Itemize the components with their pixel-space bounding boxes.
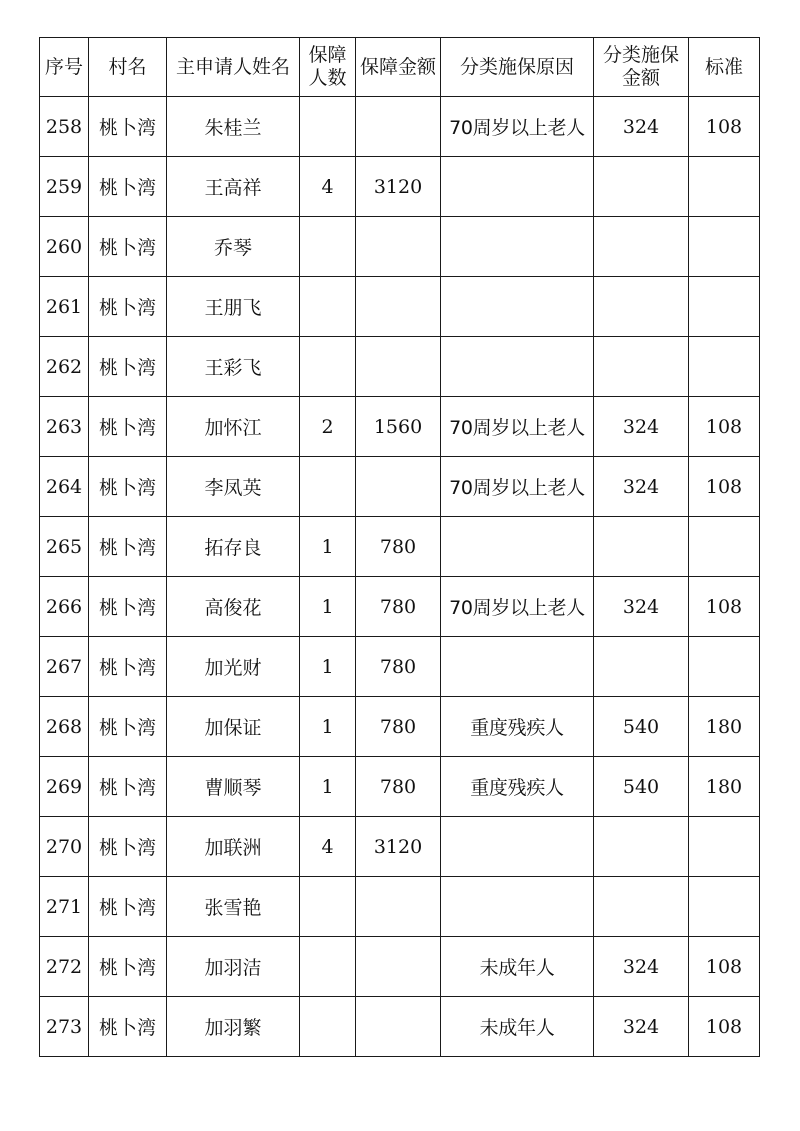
cell-standard bbox=[689, 157, 760, 217]
cell-class-amount bbox=[594, 517, 689, 577]
cell-standard: 108 bbox=[689, 937, 760, 997]
cell-reason: 未成年人 bbox=[441, 997, 594, 1057]
table-row bbox=[40, 757, 760, 817]
cell-class-amount: 324 bbox=[594, 97, 689, 157]
cell-class-amount: 324 bbox=[594, 937, 689, 997]
cell-class-amount: 540 bbox=[594, 757, 689, 817]
table-row bbox=[40, 337, 760, 397]
cell-reason bbox=[441, 157, 594, 217]
table-row bbox=[40, 577, 760, 637]
cell-class-amount: 540 bbox=[594, 697, 689, 757]
header-standard: 标准 bbox=[689, 38, 760, 97]
cell-amount: 1560 bbox=[356, 397, 441, 457]
cell-class-amount: 324 bbox=[594, 397, 689, 457]
cell-amount bbox=[356, 877, 441, 937]
cell-amount bbox=[356, 457, 441, 517]
cell-village: 桃卜湾 bbox=[89, 697, 167, 757]
cell-people-count bbox=[300, 217, 356, 277]
cell-reason: 70周岁以上老人 bbox=[441, 457, 594, 517]
assistance-roster-table bbox=[39, 37, 760, 1057]
cell-applicant-name: 加羽繁 bbox=[167, 997, 300, 1057]
cell-seq: 267 bbox=[40, 637, 89, 697]
cell-seq: 268 bbox=[40, 697, 89, 757]
cell-village: 桃卜湾 bbox=[89, 97, 167, 157]
cell-applicant-name: 王朋飞 bbox=[167, 277, 300, 337]
cell-class-amount bbox=[594, 877, 689, 937]
cell-standard bbox=[689, 217, 760, 277]
cell-applicant-name: 高俊花 bbox=[167, 577, 300, 637]
header-amount: 保障金额 bbox=[356, 38, 441, 97]
cell-applicant-name: 加怀江 bbox=[167, 397, 300, 457]
table-row bbox=[40, 157, 760, 217]
cell-standard: 180 bbox=[689, 757, 760, 817]
cell-people-count: 4 bbox=[300, 817, 356, 877]
cell-reason: 70周岁以上老人 bbox=[441, 97, 594, 157]
cell-seq: 272 bbox=[40, 937, 89, 997]
cell-seq: 271 bbox=[40, 877, 89, 937]
cell-seq: 261 bbox=[40, 277, 89, 337]
cell-village: 桃卜湾 bbox=[89, 277, 167, 337]
cell-standard: 108 bbox=[689, 97, 760, 157]
cell-people-count bbox=[300, 877, 356, 937]
table-row bbox=[40, 97, 760, 157]
table-row bbox=[40, 517, 760, 577]
table-row bbox=[40, 997, 760, 1057]
cell-standard bbox=[689, 637, 760, 697]
cell-applicant-name: 加保证 bbox=[167, 697, 300, 757]
cell-standard bbox=[689, 277, 760, 337]
cell-village: 桃卜湾 bbox=[89, 757, 167, 817]
cell-reason bbox=[441, 337, 594, 397]
cell-reason bbox=[441, 277, 594, 337]
cell-applicant-name: 乔琴 bbox=[167, 217, 300, 277]
cell-people-count: 1 bbox=[300, 697, 356, 757]
table-row bbox=[40, 817, 760, 877]
cell-reason bbox=[441, 217, 594, 277]
cell-seq: 273 bbox=[40, 997, 89, 1057]
cell-reason bbox=[441, 817, 594, 877]
header-village: 村名 bbox=[89, 38, 167, 97]
cell-class-amount bbox=[594, 637, 689, 697]
cell-applicant-name: 加光财 bbox=[167, 637, 300, 697]
cell-reason: 70周岁以上老人 bbox=[441, 577, 594, 637]
cell-applicant-name: 加联洲 bbox=[167, 817, 300, 877]
cell-standard: 180 bbox=[689, 697, 760, 757]
cell-reason bbox=[441, 877, 594, 937]
header-seq: 序号 bbox=[40, 38, 89, 97]
cell-class-amount: 324 bbox=[594, 997, 689, 1057]
cell-people-count bbox=[300, 997, 356, 1057]
cell-class-amount bbox=[594, 157, 689, 217]
cell-class-amount bbox=[594, 217, 689, 277]
table-row bbox=[40, 937, 760, 997]
header-reason: 分类施保原因 bbox=[441, 38, 594, 97]
cell-class-amount bbox=[594, 817, 689, 877]
cell-amount bbox=[356, 937, 441, 997]
cell-amount: 780 bbox=[356, 757, 441, 817]
cell-amount: 780 bbox=[356, 577, 441, 637]
cell-people-count bbox=[300, 457, 356, 517]
table-row bbox=[40, 217, 760, 277]
cell-people-count bbox=[300, 337, 356, 397]
cell-village: 桃卜湾 bbox=[89, 637, 167, 697]
cell-applicant-name: 王彩飞 bbox=[167, 337, 300, 397]
cell-amount bbox=[356, 997, 441, 1057]
roster-body bbox=[40, 97, 760, 1057]
cell-standard: 108 bbox=[689, 457, 760, 517]
cell-people-count: 1 bbox=[300, 577, 356, 637]
cell-seq: 269 bbox=[40, 757, 89, 817]
cell-people-count bbox=[300, 97, 356, 157]
cell-amount: 780 bbox=[356, 517, 441, 577]
cell-seq: 259 bbox=[40, 157, 89, 217]
cell-class-amount: 324 bbox=[594, 577, 689, 637]
cell-amount: 3120 bbox=[356, 817, 441, 877]
cell-applicant-name: 李凤英 bbox=[167, 457, 300, 517]
cell-amount bbox=[356, 217, 441, 277]
table-row bbox=[40, 877, 760, 937]
cell-village: 桃卜湾 bbox=[89, 517, 167, 577]
cell-village: 桃卜湾 bbox=[89, 877, 167, 937]
cell-applicant-name: 王高祥 bbox=[167, 157, 300, 217]
cell-village: 桃卜湾 bbox=[89, 157, 167, 217]
cell-seq: 266 bbox=[40, 577, 89, 637]
cell-people-count: 1 bbox=[300, 637, 356, 697]
cell-applicant-name: 加羽洁 bbox=[167, 937, 300, 997]
cell-village: 桃卜湾 bbox=[89, 217, 167, 277]
table-row bbox=[40, 697, 760, 757]
cell-standard bbox=[689, 517, 760, 577]
cell-village: 桃卜湾 bbox=[89, 397, 167, 457]
cell-reason: 未成年人 bbox=[441, 937, 594, 997]
cell-applicant-name: 曹顺琴 bbox=[167, 757, 300, 817]
cell-village: 桃卜湾 bbox=[89, 337, 167, 397]
cell-class-amount: 324 bbox=[594, 457, 689, 517]
cell-seq: 270 bbox=[40, 817, 89, 877]
cell-village: 桃卜湾 bbox=[89, 937, 167, 997]
cell-people-count: 1 bbox=[300, 757, 356, 817]
cell-amount: 780 bbox=[356, 637, 441, 697]
table-row bbox=[40, 397, 760, 457]
cell-people-count: 2 bbox=[300, 397, 356, 457]
cell-applicant-name: 朱桂兰 bbox=[167, 97, 300, 157]
cell-amount bbox=[356, 337, 441, 397]
cell-village: 桃卜湾 bbox=[89, 457, 167, 517]
header-applicant: 主申请人姓名 bbox=[167, 38, 300, 97]
cell-reason bbox=[441, 637, 594, 697]
table-row bbox=[40, 457, 760, 517]
cell-standard bbox=[689, 817, 760, 877]
cell-standard: 108 bbox=[689, 397, 760, 457]
cell-standard: 108 bbox=[689, 997, 760, 1057]
cell-amount bbox=[356, 277, 441, 337]
cell-applicant-name: 拓存良 bbox=[167, 517, 300, 577]
header-people: 保障人数 bbox=[300, 38, 356, 97]
cell-seq: 260 bbox=[40, 217, 89, 277]
cell-reason: 重度残疾人 bbox=[441, 757, 594, 817]
header-row bbox=[40, 38, 760, 97]
cell-reason: 重度残疾人 bbox=[441, 697, 594, 757]
table-row bbox=[40, 277, 760, 337]
cell-village: 桃卜湾 bbox=[89, 577, 167, 637]
cell-people-count bbox=[300, 277, 356, 337]
cell-class-amount bbox=[594, 337, 689, 397]
cell-standard bbox=[689, 877, 760, 937]
cell-applicant-name: 张雪艳 bbox=[167, 877, 300, 937]
cell-standard bbox=[689, 337, 760, 397]
header-class-amount: 分类施保金额 bbox=[594, 38, 689, 97]
cell-reason bbox=[441, 517, 594, 577]
cell-amount bbox=[356, 97, 441, 157]
cell-class-amount bbox=[594, 277, 689, 337]
cell-seq: 258 bbox=[40, 97, 89, 157]
cell-amount: 780 bbox=[356, 697, 441, 757]
cell-people-count bbox=[300, 937, 356, 997]
table-row bbox=[40, 637, 760, 697]
cell-seq: 263 bbox=[40, 397, 89, 457]
cell-village: 桃卜湾 bbox=[89, 817, 167, 877]
cell-village: 桃卜湾 bbox=[89, 997, 167, 1057]
cell-seq: 262 bbox=[40, 337, 89, 397]
cell-people-count: 4 bbox=[300, 157, 356, 217]
cell-reason: 70周岁以上老人 bbox=[441, 397, 594, 457]
cell-seq: 264 bbox=[40, 457, 89, 517]
cell-standard: 108 bbox=[689, 577, 760, 637]
cell-people-count: 1 bbox=[300, 517, 356, 577]
cell-seq: 265 bbox=[40, 517, 89, 577]
cell-amount: 3120 bbox=[356, 157, 441, 217]
